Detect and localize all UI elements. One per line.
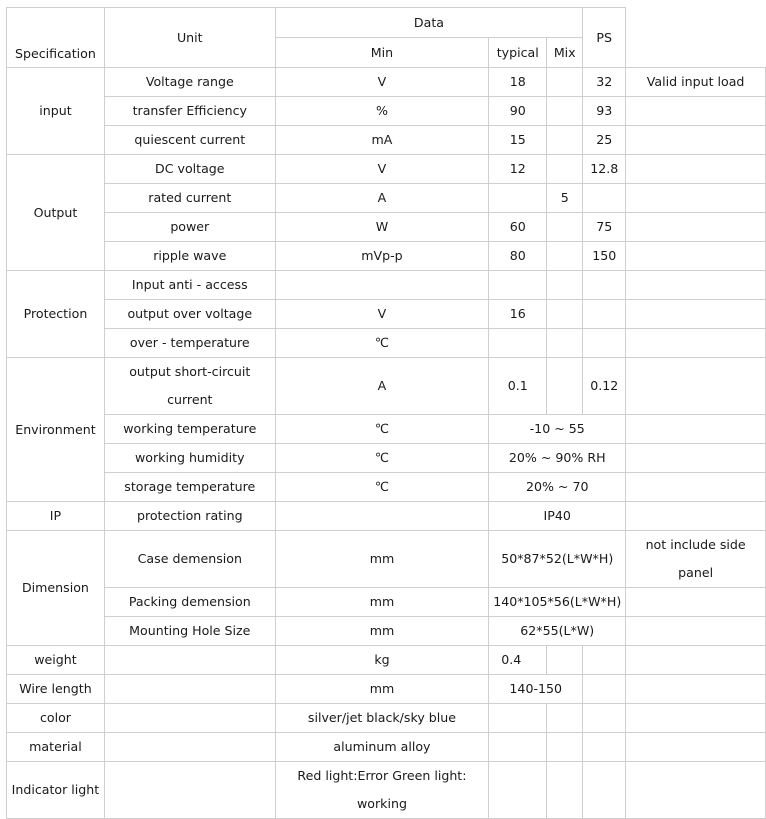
param-typical: 15 (489, 126, 547, 155)
param-typical: 18 (489, 68, 547, 97)
param-typical: 12 (489, 155, 547, 184)
param-note (626, 271, 766, 300)
param-note (626, 473, 766, 502)
param-typical: 0.4 (489, 646, 547, 675)
param-mix (547, 329, 583, 358)
param-mix (547, 358, 583, 415)
param-name: over - temperature (104, 329, 275, 358)
param-typical: 60 (489, 213, 547, 242)
group-color: color (7, 704, 105, 733)
param-value: 140-150 (489, 675, 583, 704)
param-range: 20% ~ 90% RH (489, 444, 626, 473)
param-ps: 25 (583, 126, 626, 155)
param-note (626, 97, 766, 126)
param-typical (489, 184, 547, 213)
header-blank (626, 8, 766, 68)
param-unit: V (275, 68, 489, 97)
header-unit: Unit (104, 8, 275, 68)
group-dimension: Dimension (7, 531, 105, 646)
param-name (104, 733, 275, 762)
param-unit (275, 271, 489, 300)
param-typical (489, 762, 547, 819)
param-unit: A (275, 184, 489, 213)
param-unit: mVp-p (275, 242, 489, 271)
param-name: Voltage range (104, 68, 275, 97)
param-value: Red light:Error Green light: working (275, 762, 489, 819)
param-mix (547, 68, 583, 97)
param-name: DC voltage (104, 155, 275, 184)
param-unit: mA (275, 126, 489, 155)
param-mix (547, 126, 583, 155)
param-typical: 80 (489, 242, 547, 271)
param-mix (547, 242, 583, 271)
param-typical: 90 (489, 97, 547, 126)
param-note (626, 733, 766, 762)
param-mix: 5 (547, 184, 583, 213)
param-typical (489, 329, 547, 358)
param-note (626, 675, 766, 704)
param-name: output over voltage (104, 300, 275, 329)
param-note (626, 242, 766, 271)
param-ps (583, 646, 626, 675)
param-mix (547, 213, 583, 242)
param-value: 62*55(L*W) (489, 617, 626, 646)
param-ps (583, 329, 626, 358)
param-typical: 16 (489, 300, 547, 329)
param-name (104, 675, 275, 704)
param-name: Case demension (104, 531, 275, 588)
param-note: not include side panel (626, 531, 766, 588)
param-note (626, 502, 766, 531)
param-name: transfer Efficiency (104, 97, 275, 126)
param-mix (547, 646, 583, 675)
param-note (626, 358, 766, 415)
group-weight: weight (7, 646, 105, 675)
param-name: quiescent current (104, 126, 275, 155)
group-output: Output (7, 155, 105, 271)
header-ps: PS (583, 8, 626, 68)
param-mix (547, 97, 583, 126)
param-unit: ℃ (275, 444, 489, 473)
param-note (626, 329, 766, 358)
group-material: material (7, 733, 105, 762)
param-unit: mm (275, 675, 489, 704)
param-unit: mm (275, 617, 489, 646)
param-unit: kg (275, 646, 489, 675)
param-note: Valid input load (626, 68, 766, 97)
param-typical: 0.1 (489, 358, 547, 415)
param-ps (583, 704, 626, 733)
group-indicator-light: Indicator light (7, 762, 105, 819)
param-ps (583, 733, 626, 762)
param-unit: mm (275, 588, 489, 617)
param-mix (547, 733, 583, 762)
param-note (626, 444, 766, 473)
param-unit: ℃ (275, 415, 489, 444)
param-name (104, 762, 275, 819)
param-name: output short-circuit current (104, 358, 275, 415)
param-range: -10 ~ 55 (489, 415, 626, 444)
param-note (626, 155, 766, 184)
header-specification: Specification (7, 8, 105, 68)
group-wire-length: Wire length (7, 675, 105, 704)
param-value: aluminum alloy (275, 733, 489, 762)
param-name: Packing demension (104, 588, 275, 617)
param-ps (583, 184, 626, 213)
param-ps: 93 (583, 97, 626, 126)
group-ip: IP (7, 502, 105, 531)
param-ps: 32 (583, 68, 626, 97)
param-value: 140*105*56(L*W*H) (489, 588, 626, 617)
param-name: working temperature (104, 415, 275, 444)
param-mix (547, 271, 583, 300)
param-note (626, 415, 766, 444)
param-typical (489, 733, 547, 762)
param-ps (583, 675, 626, 704)
param-ps (583, 762, 626, 819)
param-value: 50*87*52(L*W*H) (489, 531, 626, 588)
param-note (626, 126, 766, 155)
header-min: Min (275, 38, 489, 68)
param-ps: 150 (583, 242, 626, 271)
param-unit: ℃ (275, 473, 489, 502)
param-unit: A (275, 358, 489, 415)
param-ps (583, 300, 626, 329)
param-name (104, 646, 275, 675)
param-mix (547, 762, 583, 819)
param-unit: % (275, 97, 489, 126)
param-mix (547, 704, 583, 733)
param-name (104, 704, 275, 733)
param-unit: W (275, 213, 489, 242)
param-note (626, 762, 766, 819)
param-name: ripple wave (104, 242, 275, 271)
group-input: input (7, 68, 105, 155)
param-unit (275, 502, 489, 531)
param-mix (547, 300, 583, 329)
param-range: 20% ~ 70 (489, 473, 626, 502)
param-name: storage temperature (104, 473, 275, 502)
header-mix: Mix (547, 38, 583, 68)
header-data: Data (275, 8, 583, 38)
param-ps (583, 271, 626, 300)
param-note (626, 588, 766, 617)
param-name: protection rating (104, 502, 275, 531)
param-ps: 12.8 (583, 155, 626, 184)
param-note (626, 704, 766, 733)
param-value: silver/jet black/sky blue (275, 704, 489, 733)
param-note (626, 646, 766, 675)
param-ps: 0.12 (583, 358, 626, 415)
param-typical (489, 271, 547, 300)
group-environment: Environment (7, 358, 105, 502)
param-typical (489, 704, 547, 733)
param-unit: V (275, 300, 489, 329)
group-protection: Protection (7, 271, 105, 358)
spec-table (6, 7, 766, 819)
param-note (626, 300, 766, 329)
param-name: working humidity (104, 444, 275, 473)
param-name: power (104, 213, 275, 242)
param-unit: V (275, 155, 489, 184)
param-mix (547, 155, 583, 184)
param-unit: ℃ (275, 329, 489, 358)
param-note (626, 617, 766, 646)
param-note (626, 184, 766, 213)
param-value: IP40 (489, 502, 626, 531)
param-name: Mounting Hole Size (104, 617, 275, 646)
param-ps: 75 (583, 213, 626, 242)
param-name: rated current (104, 184, 275, 213)
header-typical: typical (489, 38, 547, 68)
param-note (626, 213, 766, 242)
param-name: Input anti - access (104, 271, 275, 300)
param-unit: mm (275, 531, 489, 588)
